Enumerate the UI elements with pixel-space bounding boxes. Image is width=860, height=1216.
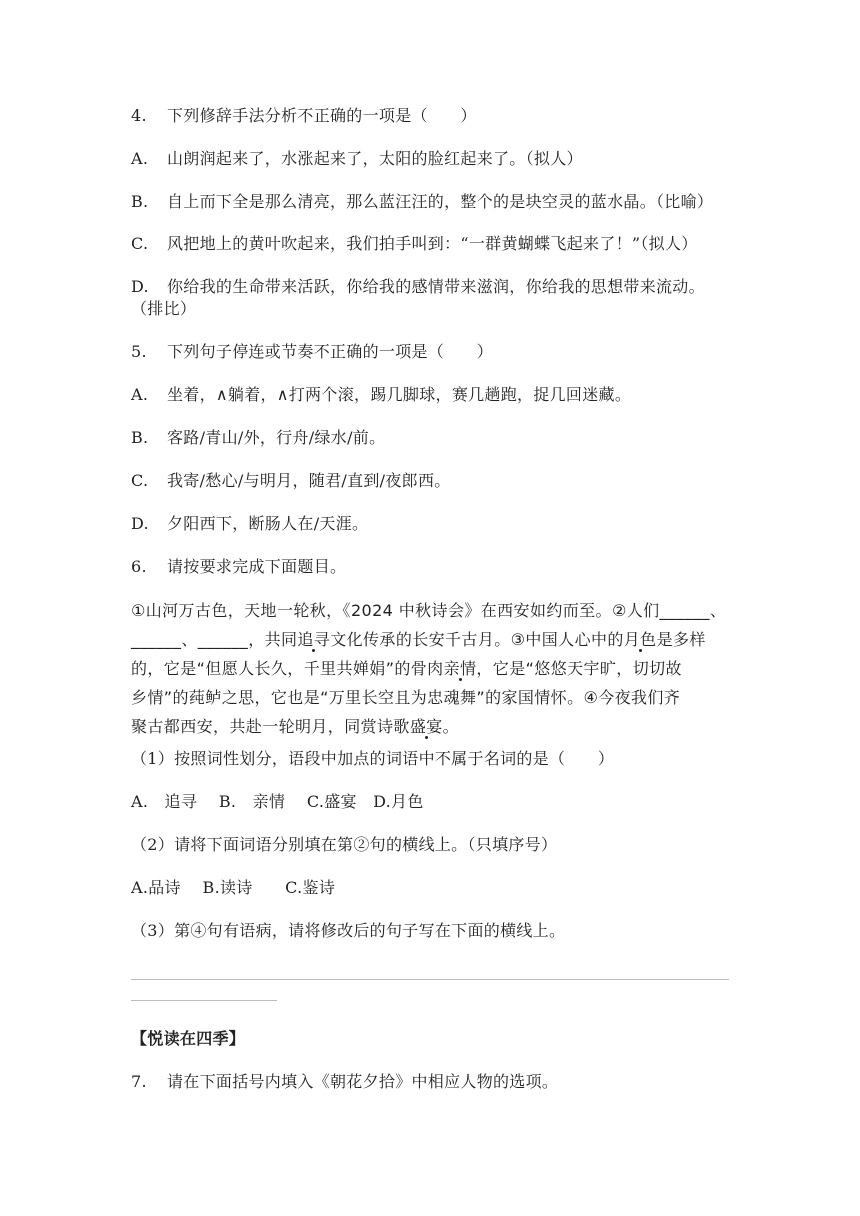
option-text: 坐着，∧躺着，∧打两个滚，踢几脚球，赛几趟跑，捉几回迷藏。 xyxy=(167,385,632,404)
question-number: 4. xyxy=(131,106,147,125)
section-heading-text: 【悦读在四季】 xyxy=(131,1029,246,1048)
option-label: C. xyxy=(131,234,149,253)
passage-text: 聚古都西安，共赴一轮明月，同赏诗歌 xyxy=(131,717,410,736)
sub-question-2-options xyxy=(131,878,335,898)
option-text: 夕阳西下，断肠人在/天涯。 xyxy=(167,514,369,533)
question-text: （2）请将下面词语分别填在第②句的横线上。（只填序号） xyxy=(131,835,558,854)
answer-line[interactable] xyxy=(131,979,729,980)
option-text: 你给我的生命带来活跃，你给我的感情带来滋润，你给我的思想带来流动。 xyxy=(167,277,705,296)
option-b xyxy=(131,192,713,212)
option-label: D. xyxy=(131,277,149,296)
option-text: A.品诗 B.读诗 C.鉴诗 xyxy=(131,878,336,897)
option-label: A. xyxy=(131,385,149,404)
passage-text: ①山河万古色，天地一轮秋，《2024 中秋诗会》在西安如约而至。②人们______、 xyxy=(131,601,727,620)
option-b xyxy=(131,428,385,448)
question-text: （3）第④句有语病，请将修改后的句子写在下面的横线上。 xyxy=(131,921,566,940)
option-text: （排比） xyxy=(131,299,197,318)
sub-question-2 xyxy=(131,835,557,855)
option-text: 客路/青山/外，行舟/绿水/前。 xyxy=(167,428,386,447)
question-text: （1）按照词性划分，语段中加点的词语中不属于名词的是（ ） xyxy=(131,749,615,768)
option-text: 山朗润起来了，水涨起来了，太阳的脸红起来了。（拟人） xyxy=(167,149,583,168)
reading-passage xyxy=(131,596,731,741)
option-label: D. xyxy=(131,514,149,533)
option-a xyxy=(131,149,583,169)
option-text: 我寄/愁心/与明月，随君/直到/夜郎西。 xyxy=(167,471,451,490)
dotted-word: 亲情 xyxy=(443,659,477,678)
question-text: 请按要求完成下面题目。 xyxy=(167,557,347,576)
dotted-word: 盛宴 xyxy=(409,717,443,736)
sub-question-1-options xyxy=(131,792,424,812)
option-label: A. xyxy=(131,149,149,168)
passage-line xyxy=(131,712,731,741)
option-text: A. 追寻 B. 亲情 C.盛宴 D.月色 xyxy=(131,792,424,811)
question-number: 6. xyxy=(131,557,147,576)
question-4-stem xyxy=(131,106,477,126)
question-6-stem xyxy=(131,557,346,577)
passage-text: 的，它是“但愿人长久，千里共婵娟”的骨肉 xyxy=(131,659,444,678)
passage-line xyxy=(131,683,731,712)
passage-text: ，它是“悠悠天宇旷，切切故 xyxy=(476,659,682,678)
question-text: 请在下面括号内填入《朝花夕拾》中相应人物的选项。 xyxy=(167,1072,559,1091)
question-number: 5. xyxy=(131,342,147,361)
question-7-stem xyxy=(131,1072,558,1092)
option-text: 风把地上的黄叶吹起来，我们拍手叫到：“一群黄蝴蝶飞起来了！”（拟人） xyxy=(167,234,698,253)
option-c xyxy=(131,234,698,254)
question-number: 7. xyxy=(131,1072,147,1091)
question-5-stem xyxy=(131,342,493,362)
option-label: B. xyxy=(131,428,149,447)
question-text: 下列句子停连或节奏不正确的一项是（ ） xyxy=(167,342,494,361)
passage-text: 。 xyxy=(442,717,460,736)
passage-text: 是多样 xyxy=(656,630,706,649)
answer-line-short[interactable] xyxy=(131,1000,277,1001)
question-text: 下列修辞手法分析不正确的一项是（ ） xyxy=(167,106,477,125)
passage-line xyxy=(131,625,731,654)
sub-question-3 xyxy=(131,921,565,941)
option-d-tail xyxy=(131,299,196,319)
passage-line xyxy=(131,654,731,683)
sub-question-1 xyxy=(131,749,614,769)
option-label: B. xyxy=(131,192,149,211)
option-d xyxy=(131,514,368,534)
option-text: 自上而下全是那么清亮，那么蓝汪汪的，整个的是块空灵的蓝水晶。（比喻） xyxy=(167,192,714,211)
dotted-word: 追寻 xyxy=(297,630,331,649)
passage-text: 乡情”的莼鲈之思，它也是“万里长空且为忠魂舞”的家国情怀。④今夜我们齐 xyxy=(131,688,681,707)
passage-text: ______、______，共同 xyxy=(131,630,298,649)
passage-text: 文化传承的长安千古月。③中国人心中的 xyxy=(330,630,624,649)
dotted-word: 月色 xyxy=(623,630,657,649)
option-label: C. xyxy=(131,471,149,490)
section-heading xyxy=(131,1029,245,1049)
option-d xyxy=(131,277,705,297)
passage-line xyxy=(131,596,731,625)
option-c xyxy=(131,471,451,491)
option-a xyxy=(131,385,631,405)
